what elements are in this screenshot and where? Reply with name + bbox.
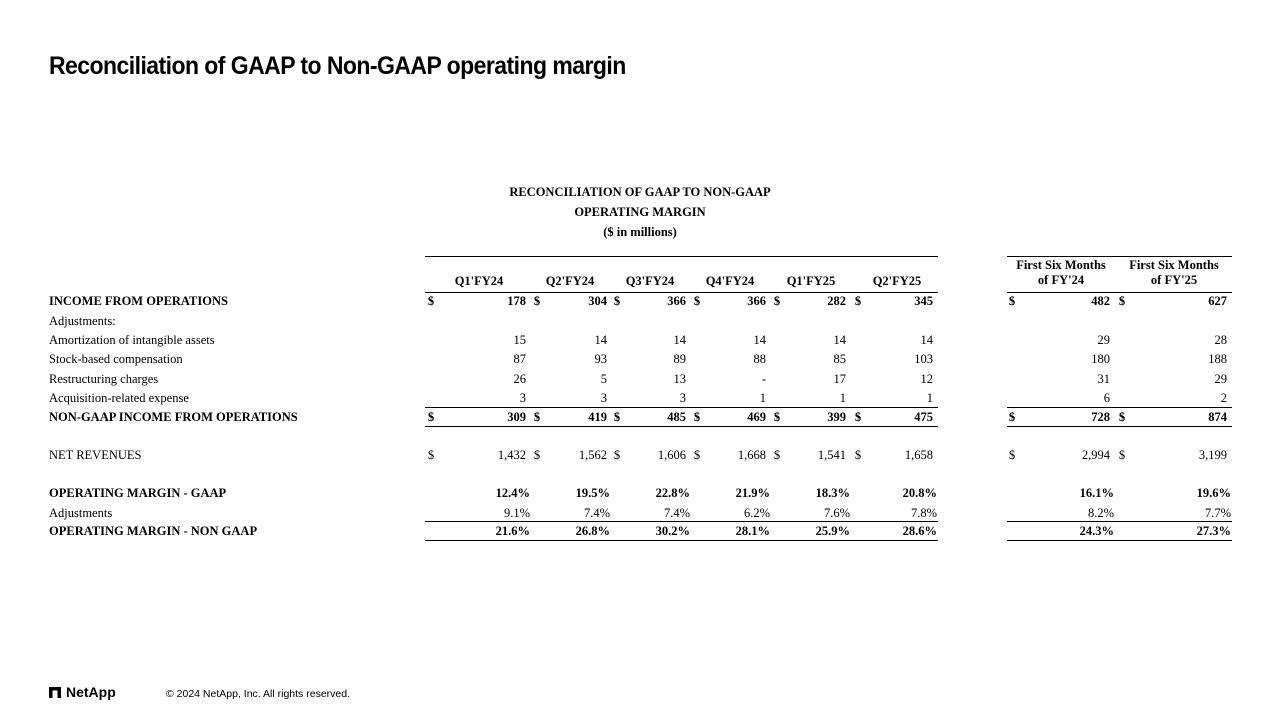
table-cell: 1,668 (737, 448, 766, 462)
six-month-header-line1: First Six Months (1129, 258, 1219, 272)
currency-symbol: $ (533, 410, 541, 424)
netapp-logo (49, 684, 116, 700)
currency-symbol: $ (854, 410, 862, 424)
table-heading-line2: OPERATING MARGIN (574, 205, 706, 219)
table-heading-line3: ($ in millions) (603, 225, 677, 239)
row-label: Stock-based compensation (49, 352, 183, 366)
six-month-header-line1: First Six Months (1016, 258, 1106, 272)
currency-symbol: $ (1118, 448, 1126, 462)
currency-symbol: $ (693, 448, 701, 462)
table-cell: 14 (753, 333, 766, 347)
table-cell: 13 (673, 372, 686, 386)
table-cell: 5 (600, 372, 607, 386)
table-cell: 7.8% (910, 506, 937, 520)
table-cell: 7.4% (583, 506, 610, 520)
table-cell: 304 (588, 294, 607, 308)
table-cell: 25.9% (815, 524, 850, 538)
six-month-column-header (1001, 258, 1121, 288)
table-cell: 29 (1097, 333, 1110, 347)
table-cell: 419 (588, 410, 607, 424)
table-cell: 27.3% (1196, 524, 1231, 538)
table-cell: 485 (667, 410, 686, 424)
margin-total-rule (1007, 540, 1232, 541)
table-cell: 1,658 (904, 448, 933, 462)
table-cell: 345 (914, 294, 933, 308)
table-cell: 366 (667, 294, 686, 308)
table-cell: 18.3% (815, 486, 850, 500)
currency-symbol: $ (693, 294, 701, 308)
table-cell: 282 (827, 294, 846, 308)
table-heading (440, 182, 840, 242)
table-cell: 6 (1103, 391, 1110, 405)
subtotal-rule (1007, 407, 1232, 408)
table-cell: 178 (507, 294, 526, 308)
table-cell: 728 (1091, 410, 1110, 424)
table-cell: 31 (1097, 372, 1110, 386)
currency-symbol: $ (1008, 294, 1016, 308)
table-cell: 7.7% (1204, 506, 1231, 520)
table-cell: 874 (1208, 410, 1227, 424)
slide-title: Reconciliation of GAAP to Non-GAAP operating margin (49, 52, 626, 80)
row-label: INCOME FROM OPERATIONS (49, 294, 228, 308)
copyright-text: © 2024 NetApp, Inc. All rights reserved. (166, 688, 350, 700)
table-cell: 6.2% (743, 506, 770, 520)
table-cell: 29 (1214, 372, 1227, 386)
table-cell: 1 (839, 391, 846, 405)
row-label: OPERATING MARGIN - NON GAAP (49, 524, 258, 538)
currency-symbol: $ (693, 410, 701, 424)
table-cell: 14 (594, 333, 607, 347)
table-cell: 2,994 (1081, 448, 1110, 462)
total-rule (425, 426, 938, 427)
logo-text: NetApp (66, 684, 116, 700)
table-cell: 21.9% (735, 486, 770, 500)
table-cell: 9.1% (503, 506, 530, 520)
table-cell: 1,432 (497, 448, 526, 462)
column-header: Q4'FY24 (705, 274, 755, 288)
table-cell: 8.2% (1087, 506, 1114, 520)
table-cell: 103 (914, 352, 933, 366)
table-cell: 2 (1220, 391, 1227, 405)
row-label: NET REVENUES (49, 448, 142, 462)
table-cell: 22.8% (655, 486, 690, 500)
table-cell: 627 (1208, 294, 1227, 308)
table-cell: 475 (914, 410, 933, 424)
currency-symbol: $ (1118, 294, 1126, 308)
table-cell: 366 (747, 294, 766, 308)
currency-symbol: $ (854, 448, 862, 462)
table-heading-line1: RECONCILIATION OF GAAP TO NON-GAAP (509, 185, 771, 199)
row-label: Restructuring charges (49, 372, 159, 386)
table-cell: 3 (679, 391, 686, 405)
table-cell: 88 (753, 352, 766, 366)
header-bottom-rule (425, 292, 938, 293)
six-month-column-header (1114, 258, 1234, 288)
header-top-rule (1007, 256, 1232, 257)
table-cell: 85 (833, 352, 846, 366)
column-header: Q2'FY24 (545, 274, 595, 288)
currency-symbol: $ (533, 294, 541, 308)
table-cell: 89 (673, 352, 686, 366)
margin-total-rule (425, 540, 938, 541)
currency-symbol: $ (854, 294, 862, 308)
table-cell: - (761, 372, 766, 386)
table-cell: 14 (920, 333, 933, 347)
row-label: Amortization of intangible assets (49, 333, 215, 347)
table-cell: 21.6% (495, 524, 530, 538)
table-cell: 482 (1091, 294, 1110, 308)
table-cell: 180 (1091, 352, 1110, 366)
netapp-logo-icon (49, 687, 61, 698)
table-cell: 1,541 (817, 448, 846, 462)
table-cell: 14 (673, 333, 686, 347)
currency-symbol: $ (1008, 410, 1016, 424)
table-cell: 93 (594, 352, 607, 366)
margin-subtotal-rule (425, 521, 938, 522)
table-cell: 26 (513, 372, 526, 386)
table-cell: 1 (926, 391, 933, 405)
currency-symbol: $ (1008, 448, 1016, 462)
table-cell: 469 (747, 410, 766, 424)
row-label: Acquisition-related expense (49, 391, 189, 405)
table-cell: 1 (759, 391, 766, 405)
total-rule (1007, 426, 1232, 427)
margin-subtotal-rule (1007, 521, 1232, 522)
row-label: Adjustments: (49, 314, 116, 328)
table-cell: 16.1% (1079, 486, 1114, 500)
six-month-header-line2: of FY'25 (1150, 273, 1198, 287)
currency-symbol: $ (613, 410, 621, 424)
currency-symbol: $ (773, 294, 781, 308)
table-cell: 12.4% (495, 486, 530, 500)
six-month-header-line2: of FY'24 (1037, 273, 1085, 287)
table-cell: 7.4% (663, 506, 690, 520)
table-cell: 28.6% (902, 524, 937, 538)
currency-symbol: $ (427, 294, 435, 308)
table-cell: 24.3% (1079, 524, 1114, 538)
table-cell: 309 (507, 410, 526, 424)
header-bottom-rule (1007, 292, 1232, 293)
currency-symbol: $ (773, 448, 781, 462)
column-header: Q1'FY25 (786, 274, 836, 288)
table-cell: 30.2% (655, 524, 690, 538)
table-cell: 399 (827, 410, 846, 424)
table-cell: 7.6% (823, 506, 850, 520)
table-cell: 20.8% (902, 486, 937, 500)
subtotal-rule (425, 407, 938, 408)
table-cell: 1,562 (578, 448, 607, 462)
table-cell: 87 (513, 352, 526, 366)
row-label: OPERATING MARGIN - GAAP (49, 486, 227, 500)
currency-symbol: $ (773, 410, 781, 424)
table-cell: 3 (519, 391, 526, 405)
table-cell: 19.6% (1196, 486, 1231, 500)
column-header: Q3'FY24 (625, 274, 675, 288)
header-top-rule (425, 256, 938, 257)
column-header: Q2'FY25 (872, 274, 922, 288)
table-cell: 28.1% (735, 524, 770, 538)
column-header: Q1'FY24 (454, 274, 504, 288)
table-cell: 12 (920, 372, 933, 386)
row-label: NON-GAAP INCOME FROM OPERATIONS (49, 410, 298, 424)
currency-symbol: $ (1118, 410, 1126, 424)
currency-symbol: $ (613, 294, 621, 308)
table-cell: 3 (600, 391, 607, 405)
currency-symbol: $ (427, 410, 435, 424)
table-cell: 19.5% (575, 486, 610, 500)
currency-symbol: $ (533, 448, 541, 462)
currency-symbol: $ (613, 448, 621, 462)
row-label: Adjustments (49, 506, 113, 520)
table-cell: 3,199 (1198, 448, 1227, 462)
table-cell: 17 (833, 372, 846, 386)
table-cell: 14 (833, 333, 846, 347)
table-cell: 1,606 (657, 448, 686, 462)
table-cell: 15 (513, 333, 526, 347)
table-cell: 28 (1214, 333, 1227, 347)
table-cell: 188 (1208, 352, 1227, 366)
table-cell: 26.8% (575, 524, 610, 538)
currency-symbol: $ (427, 448, 435, 462)
